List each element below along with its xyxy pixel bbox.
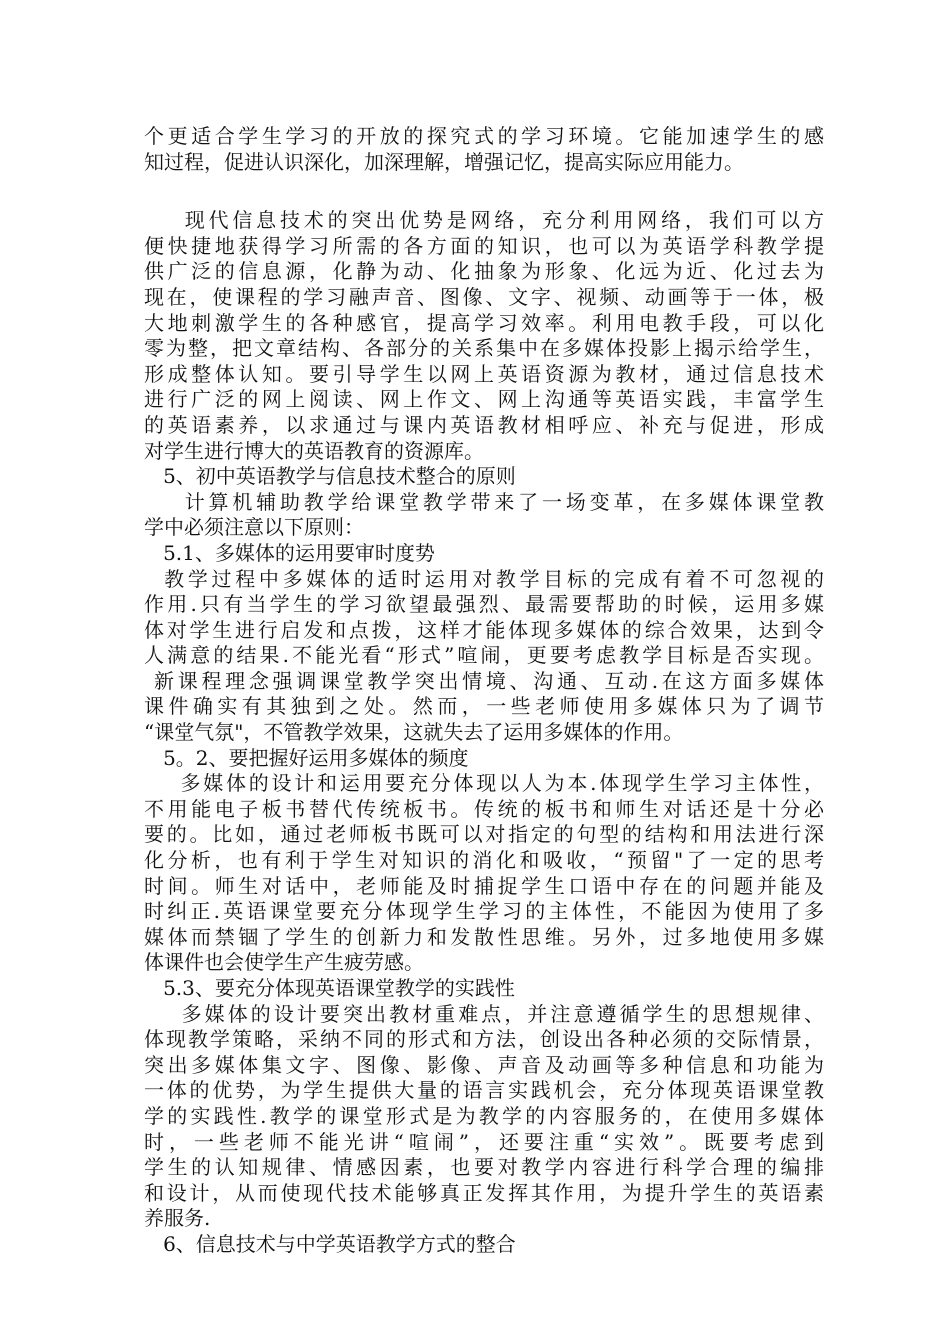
text-line: 不用能电子板书替代传统板书。传统的板书和师生对话还是十分必 [144, 796, 824, 821]
text-line: 养服务. [144, 1206, 211, 1231]
text-line: 课件确实有其独到之处。然而，一些老师使用多媒体只为了调节 [144, 694, 824, 719]
paragraph-gap [144, 175, 824, 208]
paragraph [144, 1232, 824, 1258]
text-line: 5、初中英语教学与信息技术整合的原则 [144, 464, 516, 489]
paragraph [144, 490, 824, 541]
paragraph [144, 464, 824, 490]
paragraph [144, 124, 824, 175]
text-line: 教学过程中多媒体的适时运用对教学目标的完成有着不可忽视的 [144, 566, 824, 591]
text-line: “课堂气氛"，不管教学效果，这就失去了运用多媒体的作用。 [144, 720, 684, 745]
text-line: 的英语素养，以求通过与课内英语教材相呼应、补充与促进，形成 [144, 412, 824, 437]
text-line: 计算机辅助教学给课堂教学带来了一场变革，在多媒体课堂教 [144, 489, 824, 514]
text-line: 人满意的结果.不能光看“形式”喧闹，更要考虑教学目标是否实现。 [144, 643, 824, 668]
text-line: 学的实践性.教学的课堂形式是为教学的内容服务的，在使用多媒体 [144, 1103, 824, 1128]
text-line: 一体的优势，为学生提供大量的语言实践机会，充分体现英语课堂教 [144, 1078, 824, 1103]
text-line: 学生的认知规律、情感因素，也要对教学内容进行科学合理的编排 [144, 1155, 824, 1180]
paragraph [144, 1002, 824, 1232]
text-line: 零为整，把文章结构、各部分的关系集中在多媒体投影上揭示给学生， [144, 336, 824, 361]
text-line: 知过程，促进认识深化，加深理解，增强记忆，提高实际应用能力。 [144, 149, 744, 174]
text-line: 时，一些老师不能光讲“喧闹”，还要注重“实效”。既要考虑到 [144, 1129, 824, 1154]
text-line: 和设计，从而使现代技术能够真正发挥其作用，为提升学生的英语素 [144, 1180, 824, 1205]
paragraph [144, 976, 824, 1002]
text-line: 多媒体的设计和运用要充分体现以人为本.体现学生学习主体性， [144, 771, 824, 796]
paragraph [144, 541, 824, 567]
text-line: 现在，使课程的学习融声音、图像、文字、视频、动画等于一体，极 [144, 284, 824, 309]
text-line: 5.1、多媒体的运用要审时度势 [144, 540, 435, 565]
text-line: 供广泛的信息源，化静为动、化抽象为形象、化远为近、化过去为 [144, 259, 824, 284]
paragraph [144, 771, 824, 976]
text-line: 突出多媒体集文字、图像、影像、声音及动画等多种信息和功能为 [144, 1052, 824, 1077]
text-line: 个更适合学生学习的开放的探究式的学习环境。它能加速学生的感 [144, 124, 824, 148]
document-body [144, 124, 824, 1258]
text-line: 5.3、要充分体现英语课堂教学的实践性 [144, 976, 515, 1000]
text-line: 6、信息技术与中学英语教学方式的整合 [144, 1231, 516, 1256]
text-line: 时纠正.英语课堂要充分体现学生学习的主体性，不能因为使用了多 [144, 899, 824, 924]
text-line: 多媒体的设计要突出教材重难点，并注意遵循学生的思想规律、 [144, 1001, 824, 1026]
text-line: 大地刺激学生的各种感官，提高学习效率。利用电教手段，可以化 [144, 310, 824, 335]
text-line: 便快捷地获得学习所需的各方面的知识，也可以为英语学科教学提 [144, 233, 824, 258]
text-line: 学中必须注意以下原则： [144, 515, 364, 540]
paragraph [144, 567, 824, 746]
text-line: 新课程理念强调课堂教学突出情境、沟通、互动.在这方面多媒体 [144, 668, 824, 693]
text-line: 对学生进行博大的英语教育的资源库。 [144, 438, 484, 463]
text-line: 媒体而禁锢了学生的创新力和发散性思维。另外，过多地使用多媒 [144, 924, 824, 949]
text-line: 体课件也会使学生产生疲劳感。 [144, 950, 424, 975]
text-line: 进行广泛的网上阅读、网上作文、网上沟通等英语实践，丰富学生 [144, 387, 824, 412]
text-line: 作用.只有当学生的学习欲望最强烈、最需要帮助的时候，运用多媒 [144, 592, 824, 617]
text-line: 形成整体认知。要引导学生以网上英语资源为教材，通过信息技术 [144, 361, 824, 386]
paragraph [144, 208, 824, 464]
paragraph [144, 746, 824, 772]
text-line: 化分析，也有利于学生对知识的消化和吸收，“预留"了一定的思考 [144, 848, 824, 873]
text-line: 体对学生进行启发和点拨，这样才能体现多媒体的综合效果，达到令 [144, 617, 824, 642]
text-line: 现代信息技术的突出优势是网络，充分利用网络，我们可以方 [144, 208, 824, 233]
text-line: 5。2、要把握好运用多媒体的频度 [144, 745, 469, 770]
text-line: 时间。师生对话中，老师能及时捕捉学生口语中存在的问题并能及 [144, 873, 824, 898]
text-line: 体现教学策略，采纳不同的形式和方法，创设出各种必须的交际情景， [144, 1027, 824, 1052]
text-line: 要的。比如，通过老师板书既可以对指定的句型的结构和用法进行深 [144, 822, 824, 847]
